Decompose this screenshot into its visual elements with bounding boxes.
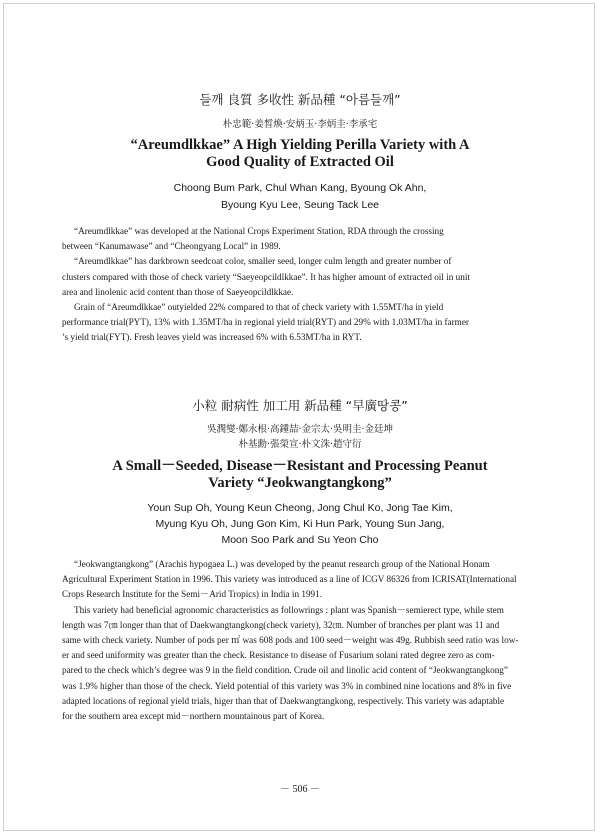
article2-abstract-line: pared to the check which’s degree was 9 in the field condition. Crude oil and linolic acid content of “Jeokwangtangkong”	[62, 665, 508, 676]
article2-abstract-line: was 1.9% higher than those of the check. Yield potential of this variety was 3% in combined nine locations and 8% in five	[62, 680, 512, 691]
article2-abstract-line: for the southern area except mid－northern mountainous part of Korea.	[62, 711, 325, 722]
article1-abstract-line: ’s yield trial(FYT). Fresh leaves yield was increased 6% with 6.53MT/ha in RYT.	[62, 332, 362, 343]
article2-title-english-line1: A Small－Seeded, Disease－Resistant and Processing Peanut	[112, 458, 488, 474]
article2-authors-english-line2: Myung Kyu Oh, Jung Gon Kim, Ki Hun Park, Young Sun Jang,	[155, 518, 445, 530]
article2-abstract-line: same with check variety. Number of pods per ㎡ was 608 pods and 100 seed－weight was 49g. Rubbish seed ratio was low-	[62, 635, 519, 646]
page-number: － 506 －	[280, 784, 320, 795]
article2-abstract-line: Crops Research Institute for the Semi－Arid Tropics) in India in 1991.	[62, 589, 323, 600]
article1-abstract	[62, 224, 540, 346]
article1-title-english-line2: Good Quality of Extracted Oil	[206, 154, 394, 170]
article1-abstract-line: between “Kanumawase” and “Cheongyang Local” in 1989.	[62, 241, 281, 252]
article2-abstract-line: Agricultural Experiment Station in 1996. This variety was introduced as a line of ICGV 86326 from ICRISAT(International	[62, 574, 517, 585]
article1-authors-english-line2: Byoung Kyu Lee, Seung Tack Lee	[220, 199, 379, 211]
article1-abstract-line: “Areumdlkkae” has darkbrown seedcoat color, smaller seed, longer culm length and greater number of	[74, 256, 452, 267]
article1-abstract-line: Grain of “Areumdlkkae” outyielded 22% compared to that of check variety with 1.55MT/ha in yield	[74, 302, 444, 313]
article1-abstract-line: clusters compared with those of check variety “Saeyeopcildlkkae”. It has higher amount of extracted oil in unit	[62, 271, 470, 282]
article2-title-korean: 小粒 耐病性 加工用 新品種 “早廣땅콩”	[192, 398, 408, 413]
article2-abstract-line: er and seed uniformity was greater than the check. Resistance to disease of Fusarium solani rated degree zero as com-	[62, 650, 495, 661]
article2-abstract-line: “Jeokwangtangkong” (Arachis hypogaea L.) was developed by the peanut research group of the National Honam	[74, 559, 490, 569]
article1-abstract-line: performance trial(PYT), 13% with 1.35MT/ha in regional yield trial(RYT) and 29% with 1.03MT/ha in farmer	[62, 317, 469, 328]
article2-authors-english-line3: Moon Soo Park and Su Yeon Cho	[221, 534, 379, 546]
article2-authors-korean-line2: 朴基勳·張榮宣·朴文洙·趙守衍	[238, 439, 362, 450]
article2-abstract-line: length was 7㎝ longer than that of Daekwangtangkong(check variety), 32㎝. Number of branches per plant was 11 and	[62, 619, 500, 630]
article1-title-english-line1: “Areumdlkkae” A High Yielding Perilla Variety with A	[130, 137, 470, 153]
article1-abstract-line: “Areumdlkkae” was developed at the National Crops Experiment Station, RDA through the crossing	[74, 226, 444, 236]
article2-abstract	[62, 557, 540, 724]
article1-title-korean: 들깨 良質 多收性 新品種 “아름들깨”	[199, 92, 401, 107]
article1-authors-korean: 朴忠範·姜晳煥·安炳玉·李炳圭·李承宅	[222, 119, 378, 130]
article1-authors-english-line1: Choong Bum Park, Chul Whan Kang, Byoung Ok Ahn,	[173, 182, 427, 194]
article1-abstract-line: area and linolenic acid content than those of Saeyeopcildlkkae.	[62, 286, 294, 297]
article2-authors-korean-line1: 吳潤燮·鄭永根·高鍾喆·金宗太·吳明圭·金廷坤	[206, 424, 394, 435]
article2-abstract-line: adapted locations of regional yield trials, higer than that of Daekwangtangkong, respectively. This variety was adaptable	[62, 695, 505, 706]
article2-title-english-line2: Variety “Jeokwangtangkong”	[208, 475, 392, 491]
article2-authors-english-line1: Youn Sup Oh, Young Keun Cheong, Jong Chul Ko, Jong Tae Kim,	[147, 502, 453, 514]
article2-abstract-line: This variety had beneficial agronomic characteristics as followrings : plant was Spanish－semierect type, while stem	[74, 604, 504, 615]
